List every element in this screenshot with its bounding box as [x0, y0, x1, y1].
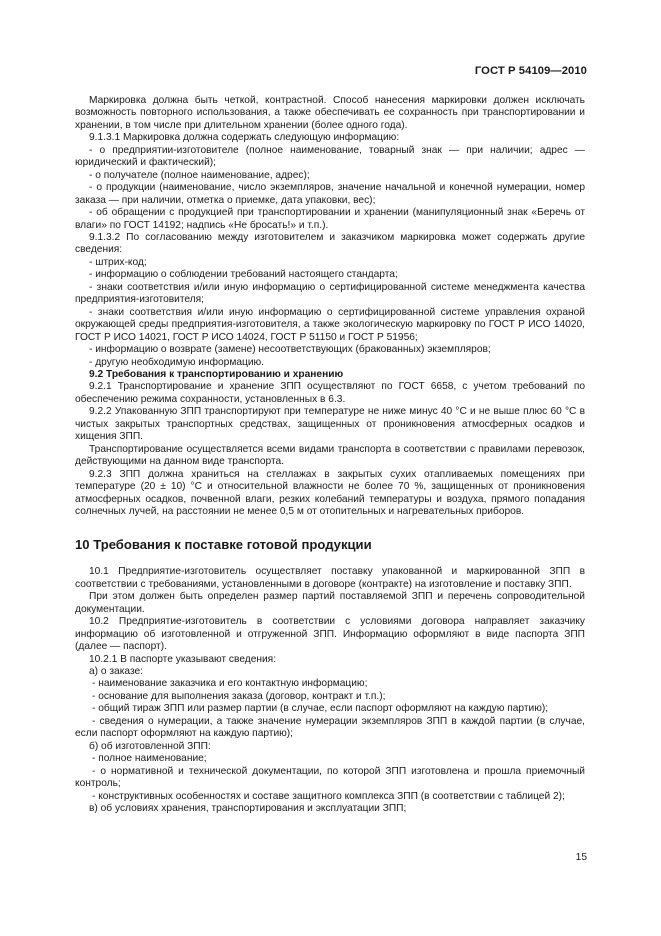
list-item: - о предприятии-изготовителе (полное наименование, товарный знак — при наличии; адрес — юридический и фактический);	[75, 144, 585, 169]
paragraph: Транспортирование осуществляется всеми видами транспорта в соответствии с правилами перевозок, действующими на данном виде транспорта.	[75, 443, 585, 468]
list-item: - информацию о соблюдении требований настоящего стандарта;	[89, 269, 398, 281]
paragraph: 10.1 Предприятие-изготовитель осуществляет поставку упакованной и маркированной ЗПП в соответствии с требованиями, установленными в договоре (контракте) на изготовление и поставку ЗПП.	[75, 566, 585, 590]
list-heading: а) о заказе:	[89, 666, 144, 678]
page-number: 15	[575, 852, 587, 863]
list-heading: б) об изготовленной ЗПП:	[89, 740, 211, 752]
list-item: - о получателе (полное наименование, адрес);	[89, 169, 310, 181]
paragraph: 9.1.3.2 По согласованию между изготовителем и заказчиком маркировка может содержать другие сведения:	[75, 231, 585, 256]
list-item: - конструктивных особенностях и составе защитного комплекса ЗПП (в соответствии с таблицей 2);	[92, 790, 565, 802]
paragraph: 9.2.1 Транспортирование и хранение ЗПП осуществляют по ГОСТ 6658, с учетом требований по обеспечению режима сохранности, установленных в 6.3.	[75, 381, 585, 405]
section-heading: 10 Требования к поставке готовой продукции	[75, 537, 372, 553]
document-header: ГОСТ Р 54109—2010	[474, 65, 587, 77]
list-item: - о нормативной и технической документации, по которой ЗПП изготовлена и прошла приемочный контроль;	[75, 765, 585, 790]
subsection-heading: 9.2 Требования к транспортированию и хранению	[89, 368, 344, 380]
list-item: - знаки соответствия и/или иную информацию о сертифицированной системе управления охраной окружающей среды предприятия-изготовителя, а также экологическую маркировку по ГОСТ Р ИСО 14020, ГОСТ Р ИСО 14021, ГОСТ Р ИСО 14024, ГОСТ Р 51150 и ГОСТ Р 51956;	[75, 306, 585, 343]
paragraph: 9.2.3 ЗПП должна храниться на стеллажах в закрытых сухих отапливаемых помещениях при температуре (20 ± 10) °С и относительной влажности не более 70 %, защищенных от проникновения атмосферных осадков, почвенной влаги, резких колебаний температуры и воздуха, прямого попадания солнечных лучей, на расстоянии не менее 0,5 м от отопительных и нагревательных приборов.	[75, 468, 585, 517]
paragraph: При этом должен быть определен размер партий поставляемой ЗПП и перечень сопроводительной документации.	[75, 591, 585, 615]
list-item: - знаки соответствия и/или иную информацию о сертифицированной системе менеджмента качества предприятия-изготовителя;	[75, 281, 585, 306]
list-item: - другую необходимую информацию.	[89, 356, 264, 368]
list-item: - информацию о возврате (замене) несоответствующих (бракованных) экземпляров;	[89, 344, 491, 356]
list-item: - наименование заказчика и его контактную информацию;	[92, 678, 368, 690]
list-item: - сведения о нумерации, а также значение нумерации экземпляров ЗПП в каждой партии (в случае, если паспорт оформляют на каждую партию);	[75, 715, 585, 740]
paragraph: 10.2 Предприятие-изготовитель в соответствии с условиями договора направляет заказчику информацию об изготовленной и отгруженной ЗПП. Информацию оформляют в виде паспорта ЗПП (далее — паспорт).	[75, 616, 585, 653]
list-item: - основание для выполнения заказа (договор, контракт и т.п.);	[92, 690, 386, 702]
list-item: - об обращении с продукцией при транспортировании и хранении (манипуляционный знак «Беречь от влаги» по ГОСТ 14192; надпись «Не бросать!» и т.п.).	[75, 207, 585, 231]
paragraph: 9.1.3.1 Маркировка должна содержать следующую информацию:	[89, 132, 400, 144]
list-heading: в) об условиях хранения, транспортирования и эксплуатации ЗПП;	[89, 803, 407, 815]
document-body	[75, 95, 585, 815]
list-item: - полное наименование;	[92, 753, 207, 765]
paragraph: Маркировка должна быть четкой, контрастной. Способ нанесения маркировки должен исключать возможность повторного использования, а также обеспечивать ее сохранность при транспортировании и хранении, в том числе при длительном хранении (более одного года).	[75, 95, 585, 131]
list-item: - о продукции (наименование, число экземпляров, значение начальной и конечной нумерации, номер заказа — при наличии, отметка о приемке, дата упаковки, вес);	[75, 182, 585, 206]
list-item: - штрих-код;	[89, 256, 147, 268]
paragraph: 9.2.2 Упакованную ЗПП транспортируют при температуре не ниже минус 40 °С и не выше плюс 60 °С в чистых закрытых транспортных средствах, защищенных от проникновения атмосферных осадков и хищения ЗПП.	[75, 406, 585, 443]
list-item: - общий тираж ЗПП или размер партии (в случае, если паспорт оформляют на каждую партию);	[92, 703, 549, 715]
paragraph: 10.2.1 В паспорте указывают сведения:	[89, 653, 277, 665]
